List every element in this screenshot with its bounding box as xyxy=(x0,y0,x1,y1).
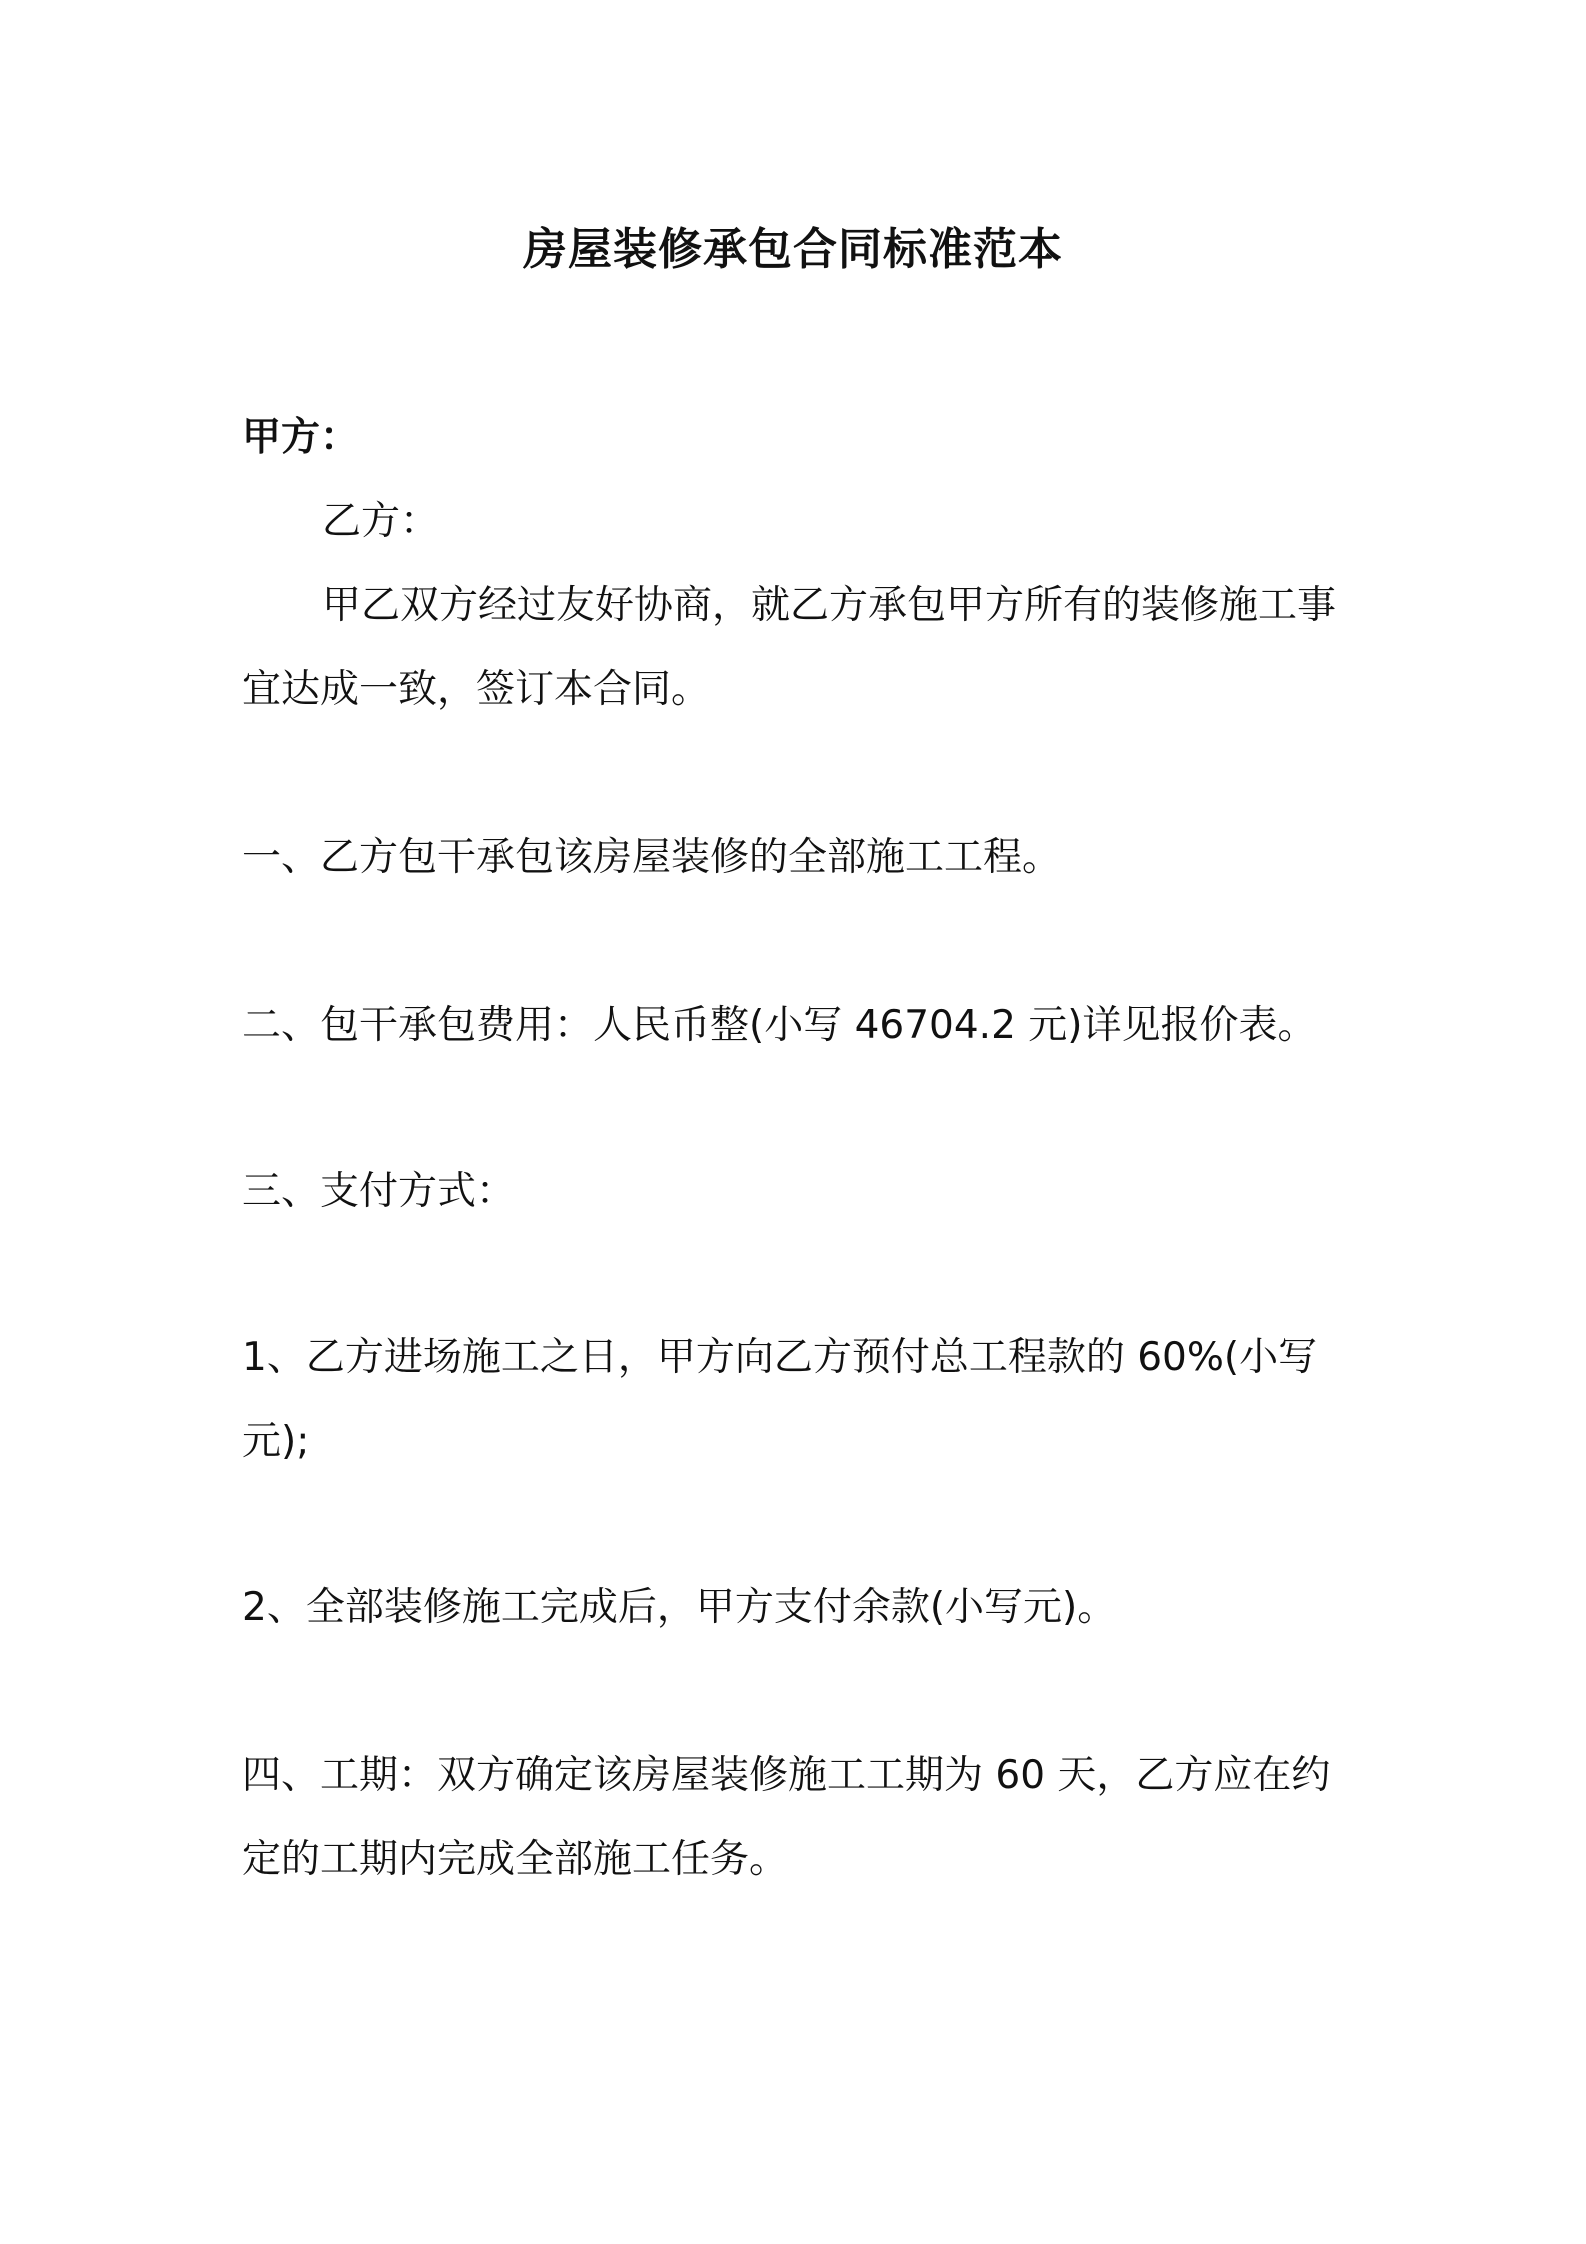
intro-paragraph-line-2: 宜达成一致，签订本合同。 xyxy=(242,667,711,712)
clause-3: 三、支付方式： xyxy=(242,1169,516,1214)
clause-4-line-2: 定的工期内完成全部施工任务。 xyxy=(242,1837,789,1882)
payment-2: 2、全部装修施工完成后，甲方支付余款(小写元)。 xyxy=(242,1585,1117,1630)
payment-1-line-2: 元); xyxy=(242,1419,310,1464)
payment-1-line-1: 1、乙方进场施工之日，甲方向乙方预付总工程款的 60%(小写 xyxy=(242,1335,1318,1380)
party-b-label: 乙方： xyxy=(322,499,440,544)
intro-paragraph-line-1: 甲乙双方经过友好协商，就乙方承包甲方所有的装修施工事 xyxy=(322,583,1337,628)
clause-4-line-1: 四、工期：双方确定该房屋装修施工工期为 60 天，乙方应在约 xyxy=(242,1753,1331,1798)
clause-2: 二、包干承包费用：人民币整(小写 46704.2 元)详见报价表。 xyxy=(242,1003,1317,1048)
party-a-label: 甲方： xyxy=(242,415,360,460)
document-title: 房屋装修承包合同标准范本 xyxy=(523,224,1063,275)
clause-1: 一、乙方包干承包该房屋装修的全部施工工程。 xyxy=(242,835,1062,880)
